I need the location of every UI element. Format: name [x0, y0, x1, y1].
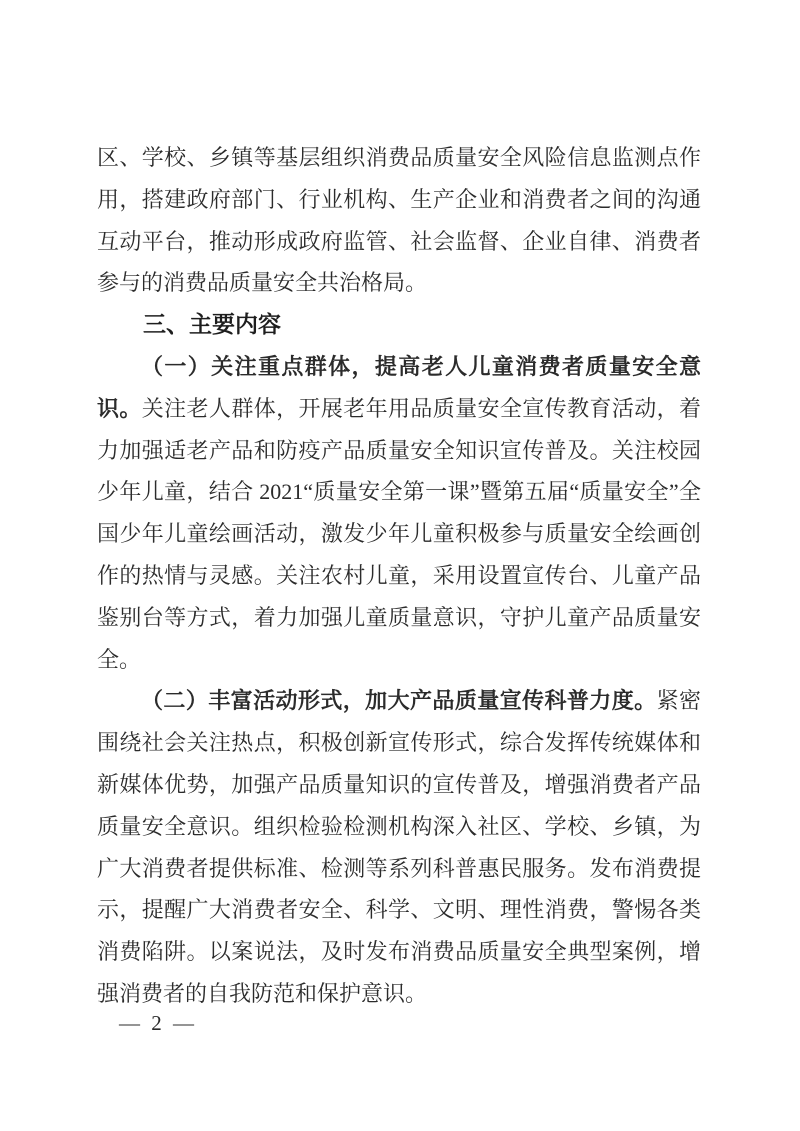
paragraph-item-1 [97, 346, 701, 680]
paragraph-item-2 [97, 680, 701, 1014]
document-body [97, 137, 701, 1015]
item-1-body: 关注老人群体，开展老年用品质量安全宣传教育活动，着力加强适老产品和防疫产品质量安全知识宣传普及。关注校园少年儿童，结合 2021“质量安全第一课”暨第五届“质量安全”全国少年儿童绘画活动，激发少年儿童积极参与质量安全绘画创作的热情与灵感。关注农村儿童，采用设置宣传台、儿童产品鉴别台等方式，着力加强儿童质量意识，守护儿童产品质量安全。 [97, 395, 701, 672]
item-2-lead: （二）丰富活动形式，加大产品质量宣传科普力度。 [141, 688, 657, 714]
item-1-lead: （一）关注重点群体，提高老人儿童消费者质量安全意识。 [97, 353, 701, 421]
paragraph-continuation: 区、学校、乡镇等基层组织消费品质量安全风险信息监测点作用，搭建政府部门、行业机构、生产企业和消费者之间的沟通互动平台，推动形成政府监管、社会监督、企业自律、消费者参与的消费品质量安全共治格局。 [97, 145, 701, 296]
page-number: — 2 — [119, 1011, 197, 1035]
item-2-body: 紧密围绕社会关注热点，积极创新宣传形式，综合发挥传统媒体和新媒体优势，加强产品质量知识的宣传普及，增强消费者产品质量安全意识。组织检验检测机构深入社区、学校、乡镇，为广大消费者提供标准、检测等系列科普惠民服务。发布消费提示，提醒广大消费者安全、科学、文明、理性消费，警惕各类消费陷阱。以案说法，及时发布消费品质量安全典型案例，增强消费者的自我防范和保护意识。 [97, 688, 701, 1006]
section-heading: 三、主要内容 [143, 311, 281, 338]
